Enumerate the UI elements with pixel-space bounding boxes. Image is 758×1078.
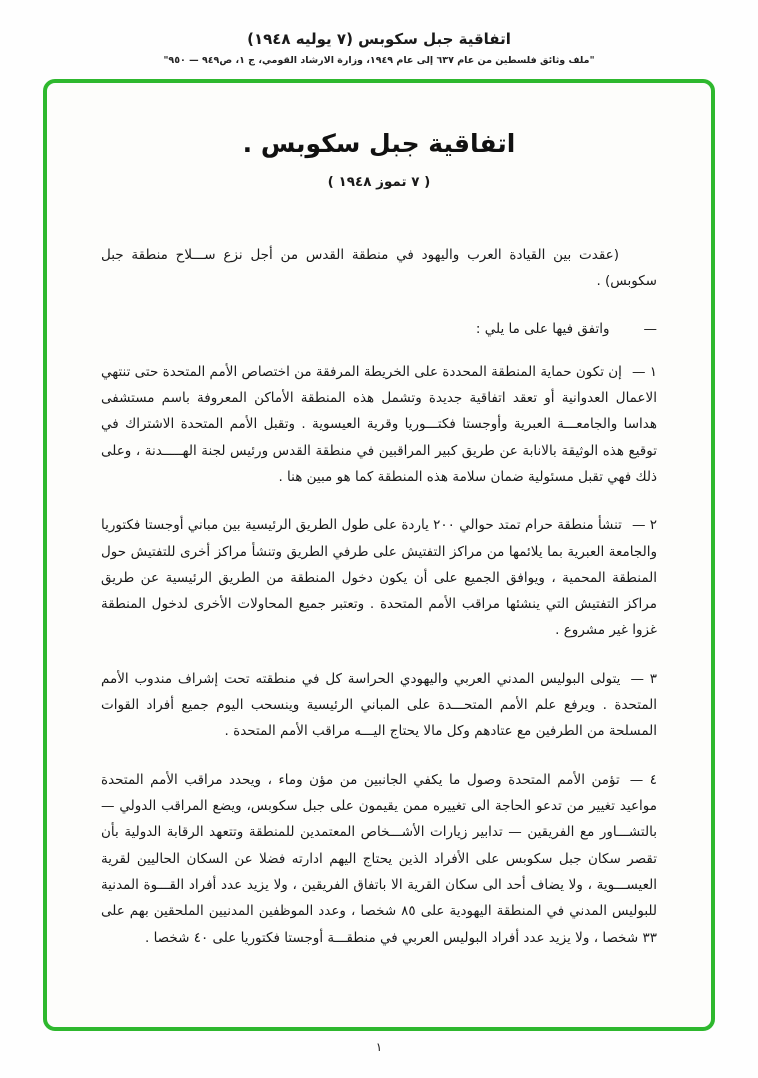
intro-paragraph: (عقدت بين القيادة العرب واليهود في منطقة القدس من أجل نزع ســـلاح منطقة جبل سكوبس) . <box>101 247 657 290</box>
clause-item-1 <box>101 359 657 491</box>
clause-item-3 <box>101 666 657 745</box>
clause-number: ٤ — <box>629 771 657 788</box>
clause-number: ٢ — <box>631 517 658 534</box>
source-citation: "ملف وثائق فلسطين من عام ٦٣٧ إلى عام ١٩٤٩، وزارة الارشاد القومي، ج ١، ص٩٤٩ — ٩٥٠" <box>163 55 595 66</box>
clause-text: إن تكون حماية المنطقة المحددة على الخريطة المرفقة من اختصاص الأمم المتحدة حتى تنتهي الاعمال العدوانية أو تعقد اتفاقية جديدة وتشمل هذه المنطقة الأماكن المعروفة باسم مستشفى هداسا والجامعـــة العبرية وأوجستا فكتـــوريا وقرية العيسوية . وتقبل الأمم المتحدة الاشتراك في توقيع هذه الوثيقة بالانابة عن طريق كبير المراقبين في منطقة القدس ورئيس لجنة الهـــــدنة ، وعلى ذلك فهي تقبل مسئولية ضمان سلامة هذه المنطقة كما هو مبين هنا . <box>101 363 657 485</box>
agreement-intro-text: واتفق فيها على ما يلي : <box>475 320 610 337</box>
dash-marker: — <box>643 320 657 337</box>
clause-text: يتولى البوليس المدني العربي واليهودي الحراسة كل في منطقته تحت إشراف مندوب الأمم المتحدة . ويرفع علم الأمم المتحـــدة على المباني الرئيسية وينسحب اليوم جميع أفراد القوات المسلحة من الطرفين مع عتادهم وكل مالا يحتاج اليـــه مراقب الأمم المتحدة . <box>101 670 657 740</box>
document-title: اتفاقية جبل سكوبس . <box>242 129 516 158</box>
page-header <box>0 0 758 66</box>
clause-number: ٣ — <box>630 670 658 687</box>
document-scan-frame <box>43 79 715 1031</box>
clause-item-2 <box>101 512 657 644</box>
clause-text: تؤمن الأمم المتحدة وصول ما يكفي الجانبين من مؤن وماء ، ويحدد مراقب الأمم المتحدة مواعيد تغيير من تدعو الحاجة الى تغييره ممن يقيمون على جبل سكوبس، ويضع المراقب الدولي — بالتشـــاور مع الفريقين — تدابير زيارات الأشـــخاص المعتمدين للمنطقة وتتعهد الرقابة الدولية بأن تقصر سكان جبل سكوبس على الأفراد الذين يحتاج اليهم ادارته فضلا عن السكان الحاليين لقرية العيســـوية ، ولا يضاف أحد الى سكان القرية الا باتفاق الفريقين ، ولا يزيد عدد أفراد القـــوة المدنية للبوليس المدني في المنطقة اليهودية على ٨٥ شخصا ، وعدد الموظفين المدنيين الملحقين بهم على ٣٣ شخصا ، ولا يزيد عدد أفراد البوليس العربي في منطقـــة أوجستا فكتوريا على ٤٠ شخصا . <box>101 771 657 946</box>
page-header-title: اتفاقية جبل سكوبس (٧ يوليه ١٩٤٨) <box>247 30 511 48</box>
clause-item-4 <box>101 767 657 951</box>
document-date: ( ٧ تموز ١٩٤٨ ) <box>327 174 431 190</box>
page-number: ١ <box>375 1040 383 1054</box>
clause-text: تنشأ منطقة حرام تمتد حوالي ٢٠٠ ياردة على طول الطريق الرئيسية بين مباني أوجستا فكتوريا والجامعة العبرية بما يلائمها من مراكز التفتيش على طرفي الطريق وتنشأ مراكز أخرى للتفتيش حول المنطقة المحمية ، ويوافق الجميع على أن يكون دخول المنطقة من الطريق الرئيسية عن طريق مراكز التفتيش التي ينشئها مراقب الأمم المتحدة . وتعتبر جميع المحاولات الأخرى لدخول المنطقة غزوا غير مشروع . <box>101 517 657 639</box>
agreement-intro-line <box>101 321 657 337</box>
clause-number: ١ — <box>631 363 657 380</box>
